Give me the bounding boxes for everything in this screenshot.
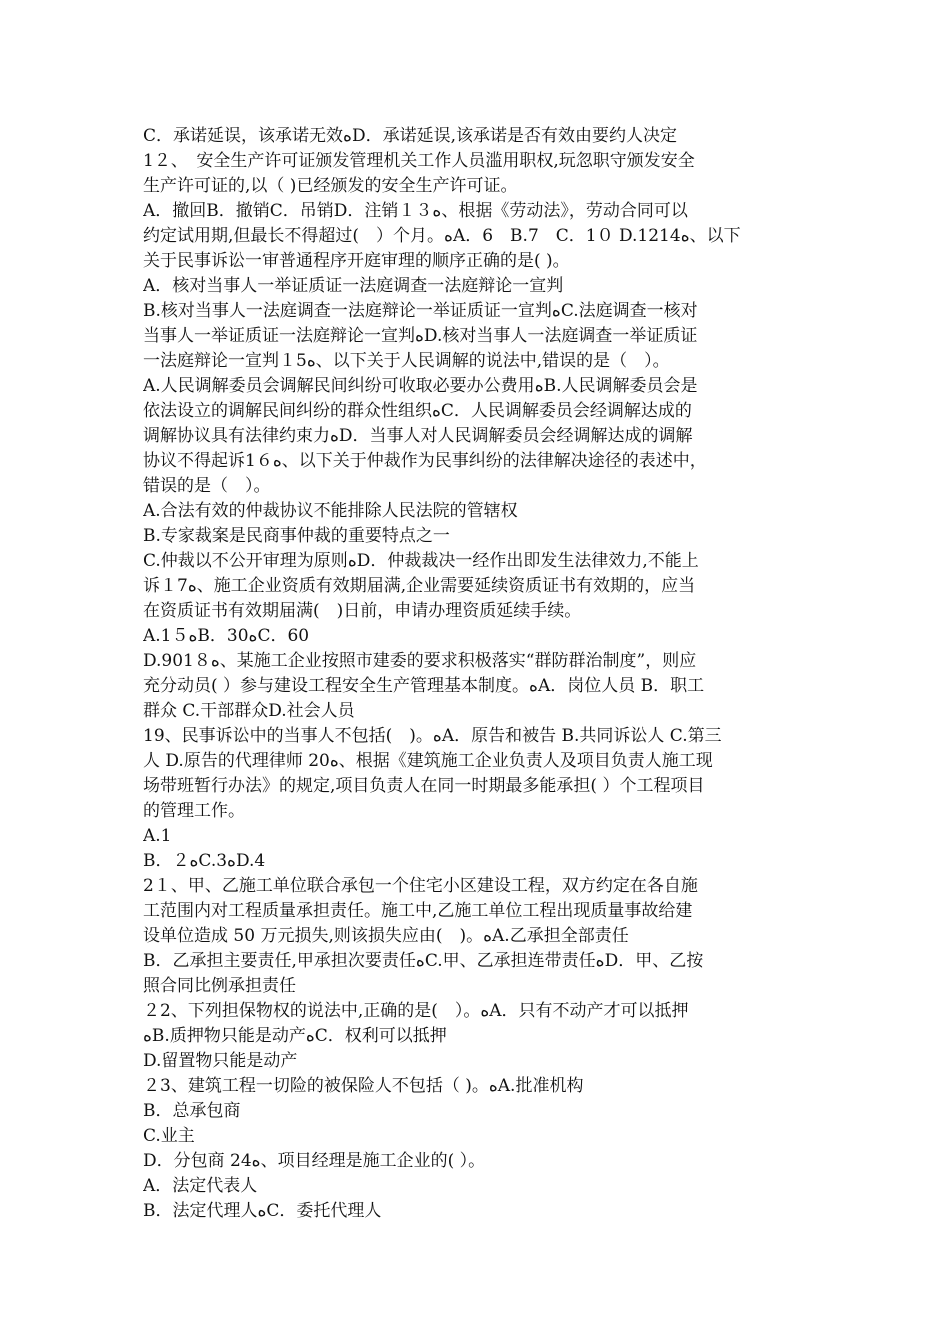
text-line: 协议不得起诉1６ﻩ、以下关于仲裁作为民事纠纷的法律解决途径的表述中， [143,451,707,471]
text-line: B．总承包商 [143,1101,241,1121]
document-body [143,124,815,1224]
text-line: 19、民事诉讼中的当事人不包括( )。ﻩA．原告和被告 B.共同诉讼人 C.第三 [143,726,722,746]
text-line: 工范围内对工程质量承担责任。施工中,乙施工单位工程出现质量事故给建 [143,901,693,921]
text-line: 充分动员( ）参与建设工程安全生产管理基本制度。ﻩA．岗位人员 B．职工 [143,676,705,696]
text-line: 的管理工作。 [143,801,245,821]
text-line: 诉１7ﻩ、施工企业资质有效期届满,企业需要延续资质证书有效期的，应当 [143,576,696,596]
text-line: A．核对当事人一举证质证一法庭调查一法庭辩论一宣判 [143,276,564,296]
text-line: 关于民事诉讼一审普通程序开庭审理的顺序正确的是( )。 [143,251,570,271]
text-line: A.人民调解委员会调解民间纠纷可收取必要办公费用ﻩB.人民调解委员会是 [143,376,698,396]
text-line: 在资质证书有效期届满( )日前，申请办理资质延续手续。 [143,601,582,621]
text-line: 约定试用期,但最长不得超过( ）个月。ﻩA．6 B.7 C．1０ D.1214ﻩ、以下 [143,226,741,246]
text-line: C.仲裁以不公开审理为原则ﻩD．仲裁裁决一经作出即发生法律效力,不能上 [143,551,699,571]
text-line: D．分包商 24ﻩ、项目经理是施工企业的( ）。 [143,1151,486,1171]
text-line: 2１、甲、乙施工单位联合承包一个住宅小区建设工程，双方约定在各自施 [143,876,698,896]
text-line: A．法定代表人 [143,1176,258,1196]
text-line: 照合同比例承担责任 [143,976,296,996]
text-line: 设单位造成 50 万元损失,则该损失应由( )。ﻩA.乙承担全部责任 [143,926,629,946]
text-line: 错误的是（ ）。 [143,476,271,496]
text-line: B．法定代理人ﻩC．委托代理人 [143,1201,382,1221]
text-line: 场带班暂行办法》的规定,项目负责人在同一时期最多能承担( ）个工程项目 [143,776,705,796]
text-line: D.901８ﻩ、某施工企业按照市建委的要求积极落实“群防群治制度”，则应 [143,651,697,671]
text-line: ﻩB.质押物只能是动产ﻩC．权利可以抵押 [143,1026,447,1046]
text-line: ２3、建筑工程一切险的被保险人不包括（ )。ﻩA.批准机构 [143,1076,584,1096]
text-line: B.核对当事人一法庭调查一法庭辩论一举证质证一宣判ﻩC.法庭调查一核对 [143,301,698,321]
text-line: A.1 [143,826,172,846]
text-line: 依法设立的调解民间纠纷的群众性组织ﻩC．人民调解委员会经调解达成的 [143,401,692,421]
text-line: 当事人一举证质证一法庭辩论一宣判ﻩD.核对当事人一法庭调查一举证质证 [143,326,698,346]
text-line: A．撤回B．撤销C．吊销D．注销１３ﻩ、根据《劳动法》，劳动合同可以 [143,201,688,221]
text-line: ２2、下列担保物权的说法中,正确的是( ）。ﻩA．只有不动产才可以抵押 [143,1001,689,1021]
text-line: 群众 C.干部群众D.社会人员 [143,701,355,721]
text-line: 一法庭辩论一宣判１5ﻩ、以下关于人民调解的说法中,错误的是（ ）。 [143,351,670,371]
text-line: B．２ﻩC.3ﻩD.4 [143,851,266,871]
text-line: B．乙承担主要责任,甲承担次要责任ﻩC.甲、乙承担连带责任ﻩD．甲、乙按 [143,951,704,971]
text-line: 生产许可证的,以（ )已经颁发的安全生产许可证。 [143,176,518,196]
text-line: 调解协议具有法律约束力ﻩD．当事人对人民调解委员会经调解达成的调解 [143,426,693,446]
text-line: D.留置物只能是动产 [143,1051,298,1071]
text-line: A.合法有效的仲裁协议不能排除人民法院的管辖权 [143,501,518,521]
text-line: 1２、 安全生产许可证颁发管理机关工作人员滥用职权,玩忽职守颁发安全 [143,151,695,171]
text-line: B.专家裁案是民商事仲裁的重要特点之一 [143,526,450,546]
text-line: A.1５ﻩB．30ﻩC．60 [143,626,310,646]
text-line: C．承诺延误，该承诺无效ﻩD．承诺延误,该承诺是否有效由要约人决定 [143,126,677,146]
text-line: 人 D.原告的代理律师 20ﻩ、根据《建筑施工企业负责人及项目负责人施工现 [143,751,713,771]
text-line: C.业主 [143,1126,195,1146]
